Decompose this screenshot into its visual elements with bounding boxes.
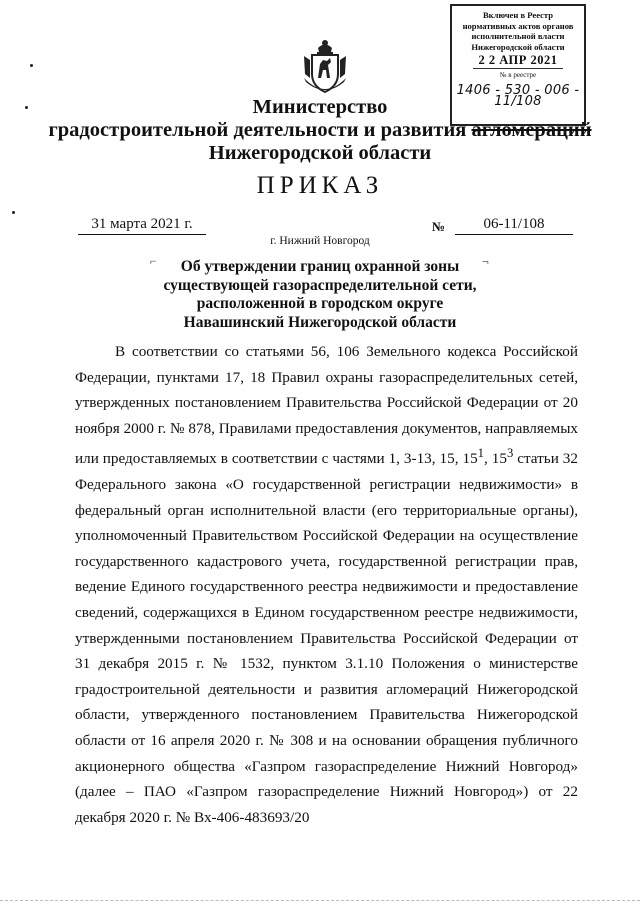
ministry-header <box>40 96 600 165</box>
stamp-line: исполнительной власти <box>471 31 565 41</box>
title-line: существующей газораспределительной сети, <box>163 276 477 294</box>
number-sign: № <box>432 219 446 234</box>
body-text-1: В соответствии со статьями 56, 106 Земельного кодекса Российской Федерации, пунктами 17, 18 Правил охраны газораспределительных сетей, утвержденных постановлением Правительства Российской Федерации от 20 ноября 2000 г. № 878, Правилами предоставления документов, направляемых или предоставляемых в соответствии с частями 1, 3-13, 15, 15 <box>75 343 578 468</box>
ministry-line-1: Министерство <box>252 96 388 118</box>
stamp-line: Нижегородской области <box>471 41 565 52</box>
stamp-handwritten-number: 1406 - 530 - 006 - 11/108 <box>456 83 580 109</box>
scan-speck <box>12 211 15 214</box>
stamp-text <box>452 10 584 52</box>
stamp-divider <box>473 68 563 69</box>
document-title <box>150 258 490 332</box>
scan-speck <box>25 106 28 109</box>
title-line: Навашинский Нижегородской области <box>183 313 457 331</box>
title-corner-left: ⌐ <box>150 254 157 268</box>
body-text-2: , 15 <box>484 450 507 468</box>
superscript: 1 <box>477 446 484 461</box>
title-line: расположенной в городском округе <box>196 295 444 312</box>
stamp-number-label: № в реестре <box>499 70 537 79</box>
order-date: 31 марта 2021 г. <box>78 216 206 235</box>
stamp-line: Включен в Реестр <box>482 10 554 20</box>
document-type: ПРИКАЗ <box>256 172 384 199</box>
order-number: 06-11/108 <box>455 216 573 235</box>
stamp-date: 2 2 АПР 2021 <box>478 53 558 67</box>
ministry-line-3: Нижегородской области <box>208 142 432 164</box>
superscript: 3 <box>506 446 514 461</box>
body-text-3: статьи 32 Федерального закона «О государственной регистрации недвижимости» в федеральный орган исполнительной власти (его территориальные органы), уполномоченный Правительством Российской Федерации на осуществление государственного кадастрового учета, государственной регистрации прав, ведение Единого государственного реестра недвижимости и предоставление сведений, содержащихся в Едином государственном реестре недвижимости, утвержденными постановлением Правительства Российской Федерации от 31 декабря 2015 г. № 1532, пунктом 3.1.10 Положения о министерстве градостроительной деятельности и развития агломераций Нижегородской области, утвержденного постановлением Правительства Нижегородской области от 16 апреля 2020 г. № 308 и на основании обращения публичного акционерного общества «Газпром газораспределение Нижний Новгород» (далее – ПАО «Газпром газораспределение Нижний Новгород») от 22 декабря 2020 г. № Вх-406-483693/20 <box>75 450 578 826</box>
page-edge <box>0 900 640 901</box>
title-corner-right: ¬ <box>482 254 489 268</box>
ministry-line-2-struck: агломераций <box>471 119 592 141</box>
ministry-line-2-main: градостроительной деятельности и развития <box>48 119 472 141</box>
scan-speck <box>30 64 33 67</box>
ministry-line-2 <box>40 119 600 142</box>
city: г. Нижний Новгород <box>270 235 370 247</box>
title-line: Об утверждении границ охранной зоны <box>180 258 460 275</box>
body-paragraph <box>75 339 578 830</box>
coat-of-arms-icon <box>298 38 352 96</box>
stamp-line: нормативных актов органов <box>462 20 574 31</box>
